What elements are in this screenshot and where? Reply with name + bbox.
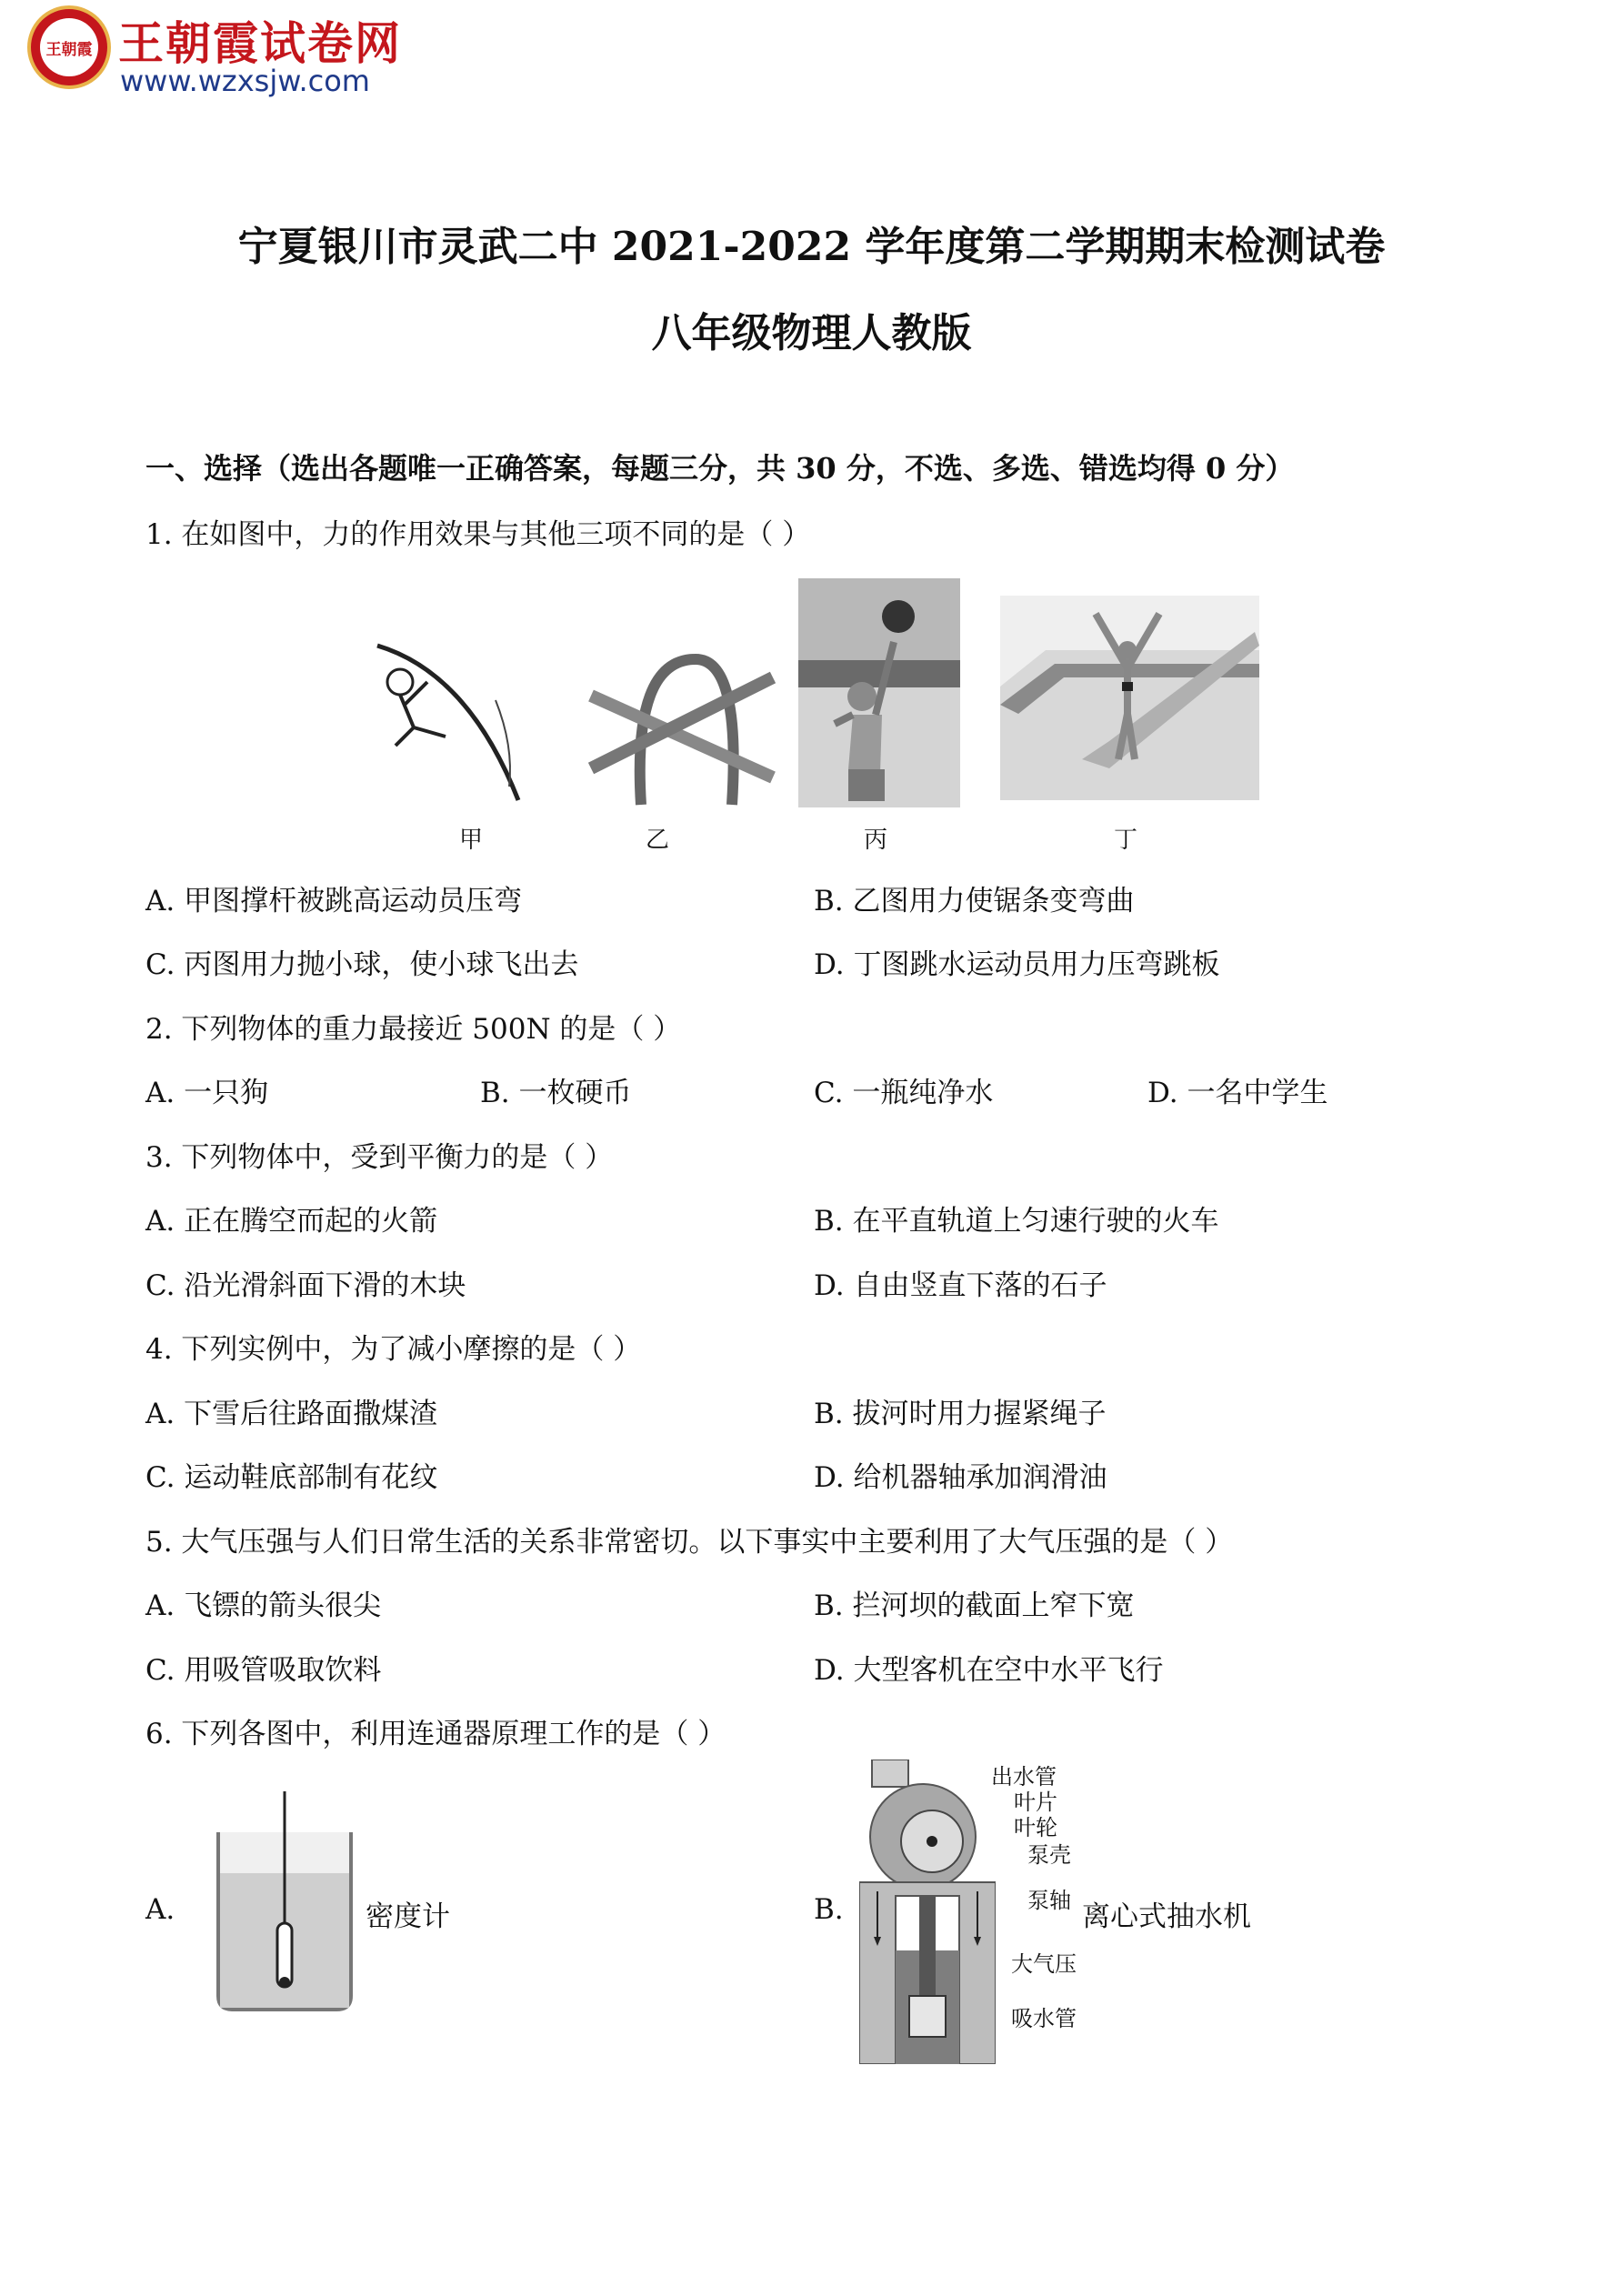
q2-option-c: C. 一瓶纯净水	[814, 1077, 994, 1109]
outlet-pipe-icon	[872, 1760, 908, 1787]
pump-label-casing: 泵壳	[1027, 1842, 1071, 1868]
site-logo-title: 王朝霞试卷网	[118, 17, 402, 70]
figure-hydrometer-beaker	[207, 1787, 362, 2014]
q3-option-d: D. 自由竖直下落的石子	[814, 1269, 1107, 1302]
pump-label-impeller: 叶轮	[1014, 1815, 1057, 1840]
thrower-head-icon	[847, 682, 877, 711]
q4-option-b: B. 拔河时用力握紧绳子	[814, 1398, 1107, 1430]
q4-option-c: C. 运动鞋底部制有花纹	[145, 1461, 438, 1494]
figure-ball-throw	[798, 578, 960, 807]
q1-option-c: C. 丙图用力抛小球，使小球飞出去	[145, 948, 579, 981]
q2-option-b: B. 一枚硬币	[480, 1077, 632, 1109]
question-5-stem: 5. 大气压强与人们日常生活的关系非常密切。以下事实中主要利用了大气压强的是（ ）	[145, 1526, 1234, 1559]
q6-option-a-label: 密度计	[366, 1900, 450, 1933]
section-heading: 一、选择（选出各题唯一正确答案，每题三分，共 30 分，不选、多选、错选均得 0 分）	[145, 451, 1295, 486]
q3-option-b: B. 在平直轨道上匀速行驶的火车	[814, 1205, 1219, 1238]
q5-option-a: A. 飞镖的箭头很尖	[145, 1589, 382, 1622]
question-6-stem: 6. 下列各图中，利用连通器原理工作的是（ ）	[145, 1718, 726, 1750]
ball-icon	[882, 600, 915, 633]
figure-pole-vault	[359, 627, 541, 814]
q5-option-c: C. 用吸管吸取饮料	[145, 1654, 382, 1687]
pump-label-outlet: 出水管	[991, 1764, 1057, 1790]
caption-jia: 甲	[459, 827, 484, 854]
caption-yi: 乙	[646, 827, 670, 854]
question-3-stem: 3. 下列物体中，受到平衡力的是（ ）	[145, 1141, 614, 1174]
q2-option-d: D. 一名中学生	[1147, 1077, 1328, 1109]
q4-option-a: A. 下雪后往路面撒煤渣	[145, 1398, 438, 1430]
q2-option-a: A. 一只狗	[145, 1077, 269, 1109]
thrower-body-icon	[848, 715, 882, 774]
question-1-stem: 1. 在如图中，力的作用效果与其他三项不同的是（ ）	[145, 518, 811, 551]
q4-option-d: D. 给机器轴承加润滑油	[814, 1461, 1107, 1494]
pump-label-blade: 叶片	[1014, 1790, 1057, 1815]
vaulter-head-icon	[387, 669, 413, 695]
suction-pipe-icon	[919, 1896, 936, 1996]
site-logo-url[interactable]: www.wzxsjw.com	[120, 64, 370, 98]
q1-option-d: D. 丁图跳水运动员用力压弯跳板	[814, 948, 1220, 981]
q1-option-a: A. 甲图撑杆被跳高运动员压弯	[145, 885, 523, 917]
question-4-stem: 4. 下列实例中，为了减小摩擦的是（ ）	[145, 1333, 642, 1366]
q5-option-b: B. 拦河坝的截面上窄下宽	[814, 1589, 1135, 1622]
site-logo-badge	[27, 5, 111, 89]
q3-option-a: A. 正在腾空而起的火箭	[145, 1205, 438, 1238]
logo-seal-icon	[40, 18, 98, 76]
q6-option-b-letter: B.	[814, 1893, 844, 1926]
logo-badge-text: 王朝霞	[45, 41, 93, 59]
q5-option-d: D. 大型客机在空中水平飞行	[814, 1654, 1164, 1687]
q6-option-a-letter: A.	[145, 1893, 175, 1926]
figure-centrifugal-pump	[859, 1760, 996, 2064]
q1-option-b: B. 乙图用力使锯条变弯曲	[814, 885, 1135, 917]
figure-bent-saw	[586, 641, 777, 809]
pump-label-atmospheric-pressure: 大气压	[1011, 1951, 1077, 1977]
question-2-stem: 2. 下列物体的重力最接近 500N 的是（ ）	[145, 1013, 682, 1046]
pump-label-suction-pipe: 吸水管	[1011, 2006, 1077, 2031]
caption-ding: 丁	[1114, 827, 1138, 854]
caption-bing: 丙	[864, 827, 888, 854]
page-subtitle: 八年级物理人教版	[651, 310, 972, 356]
page-title: 宁夏银川市灵武二中 2021-2022 学年度第二学期期末检测试卷	[237, 224, 1386, 270]
q6-option-b-label: 离心式抽水机	[1082, 1900, 1251, 1933]
figure-diving-board	[1000, 596, 1259, 800]
pump-label-shaft: 泵轴	[1027, 1888, 1071, 1913]
q3-option-c: C. 沿光滑斜面下滑的木块	[145, 1269, 466, 1302]
